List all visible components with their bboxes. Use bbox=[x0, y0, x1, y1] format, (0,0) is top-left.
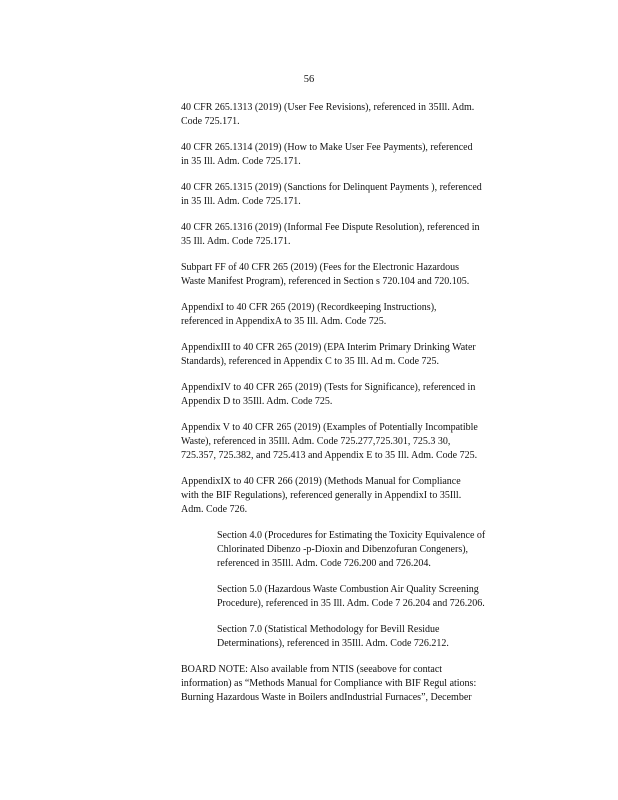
entry-line: Adm. Code 726. bbox=[181, 504, 248, 515]
entry-line: 725.357, 725.382, and 725.413 and Appendix E to 35 Ill. Adm. Code 725. bbox=[181, 450, 478, 461]
entry-line: 35 Ill. Adm. Code 725.171. bbox=[181, 236, 291, 247]
section-line: Section 4.0 (Procedures for Estimating the Toxicity Equivalence of bbox=[217, 530, 486, 541]
entry-line: Appendix V to 40 CFR 265 (2019) (Examples of Potentially Incompatible bbox=[181, 422, 478, 433]
section-line: referenced in 35Ill. Adm. Code 726.200 and 726.204. bbox=[217, 558, 431, 569]
board-note bbox=[181, 663, 541, 705]
reference-entry bbox=[181, 341, 541, 369]
entry-line: AppendixIX to 40 CFR 266 (2019) (Methods Manual for Compliance bbox=[181, 476, 461, 487]
entry-line: AppendixIII to 40 CFR 265 (2019) (EPA Interim Primary Drinking Water bbox=[181, 342, 476, 353]
entry-line: in 35 Ill. Adm. Code 725.171. bbox=[181, 196, 301, 207]
entry-line: in 35 Ill. Adm. Code 725.171. bbox=[181, 156, 301, 167]
entry-line: 40 CFR 265.1313 (2019) (User Fee Revisions), referenced in 35Ill. Adm. bbox=[181, 102, 475, 113]
entry-line: Waste), referenced in 35Ill. Adm. Code 725.277,725.301, 725.3 30, bbox=[181, 436, 451, 447]
entry-line: Appendix D to 35Ill. Adm. Code 725. bbox=[181, 396, 333, 407]
note-line: information) as “Methods Manual for Compliance with BIF Regul ations: bbox=[181, 678, 477, 689]
section-line: Section 5.0 (Hazardous Waste Combustion Air Quality Screening bbox=[217, 584, 479, 595]
reference-entry bbox=[181, 221, 541, 249]
entry-line: Standards), referenced in Appendix C to 35 Ill. Ad m. Code 725. bbox=[181, 356, 440, 367]
section-entry bbox=[217, 529, 541, 571]
section-line: Chlorinated Dibenzo -p-Dioxin and Dibenzofuran Congeners), bbox=[217, 544, 469, 555]
section-line: Section 7.0 (Statistical Methodology for Bevill Residue bbox=[217, 624, 440, 635]
entry-line: referenced in AppendixA to 35 Ill. Adm. Code 725. bbox=[181, 316, 387, 327]
reference-list bbox=[181, 101, 541, 705]
entry-line: Code 725.171. bbox=[181, 116, 240, 127]
entry-line: 40 CFR 265.1316 (2019) (Informal Fee Dispute Resolution), referenced in bbox=[181, 222, 480, 233]
reference-entry bbox=[181, 141, 541, 169]
reference-entry bbox=[181, 421, 541, 463]
entry-line: 40 CFR 265.1314 (2019) (How to Make User Fee Payments), referenced bbox=[181, 142, 473, 153]
section-line: Procedure), referenced in 35 Ill. Adm. Code 7 26.204 and 726.206. bbox=[217, 598, 485, 609]
note-line: Burning Hazardous Waste in Boilers andIndustrial Furnaces”, December bbox=[181, 692, 472, 703]
reference-entry bbox=[181, 475, 541, 517]
reference-entry bbox=[181, 381, 541, 409]
reference-entry bbox=[181, 261, 541, 289]
reference-entry bbox=[181, 301, 541, 329]
entry-line: AppendixI to 40 CFR 265 (2019) (Recordkeeping Instructions), bbox=[181, 302, 437, 313]
reference-entry bbox=[181, 101, 541, 129]
entry-line: AppendixIV to 40 CFR 265 (2019) (Tests for Significance), referenced in bbox=[181, 382, 476, 393]
section-line: Determinations), referenced in 35Ill. Adm. Code 726.212. bbox=[217, 638, 449, 649]
entry-line: Waste Manifest Program), referenced in Section s 720.104 and 720.105. bbox=[181, 276, 470, 287]
section-entry bbox=[217, 623, 541, 651]
entry-line: Subpart FF of 40 CFR 265 (2019) (Fees for the Electronic Hazardous bbox=[181, 262, 460, 273]
page-number: 56 bbox=[303, 74, 315, 85]
note-line: BOARD NOTE: Also available from NTIS (seeabove for contact bbox=[181, 664, 443, 675]
entry-line: 40 CFR 265.1315 (2019) (Sanctions for Delinquent Payments ), referenced bbox=[181, 182, 482, 193]
reference-entry bbox=[181, 181, 541, 209]
entry-line: with the BIF Regulations), referenced generally in AppendixI to 35Ill. bbox=[181, 490, 462, 501]
section-entry bbox=[217, 583, 541, 611]
